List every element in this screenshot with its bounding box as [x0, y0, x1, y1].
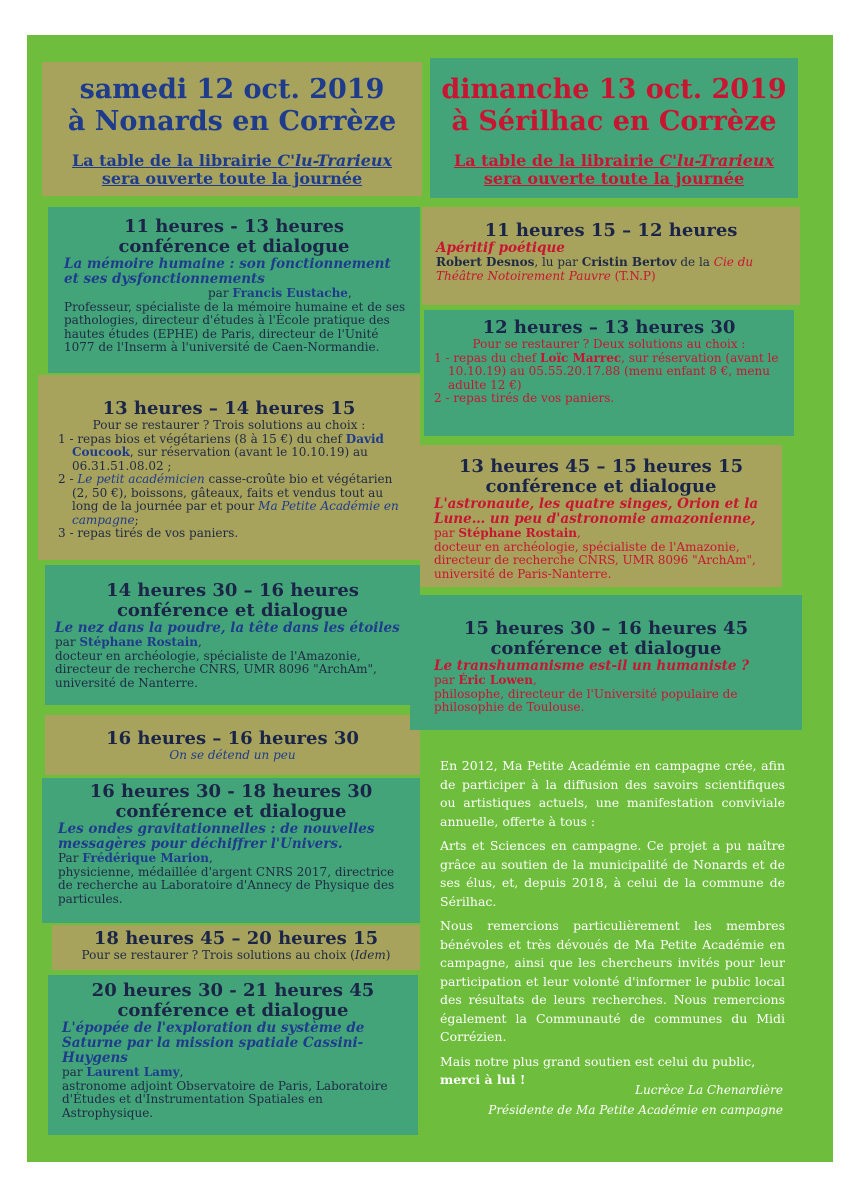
saturday-place: à Nonards en Corrèze — [67, 106, 397, 137]
aperitif-details: Robert Desnos, lu par Cristin Bertov de la Cie du Théâtre Notoirement Pauvre (T.N.P) — [436, 255, 754, 283]
signature-name: Lucrèce La Chenardière — [635, 1083, 783, 1097]
session-type: conférence et dialogue — [116, 600, 349, 621]
session-speaker: par Francis Eustache, — [208, 286, 352, 300]
intro-paragraph-3: Nous remercions particulièrement les membres bénévoles et très dévoués de Ma Petite Académie en campagne, ainsi que les chercheurs invités pour leur participation et leur volonté d'informer le public local des résultats de leurs recherches. Nous remercions également la Communauté de communes du Midi Corrézien. — [440, 918, 785, 1044]
intro-paragraph-1: En 2012, Ma Petite Académie en campagne crée, afin de participer à la diffusion des savoirs scientifiques ou artistiques actuels, une manifestation conviviale annuelle, offerte à tous : — [440, 758, 785, 829]
saturday-session-3 — [42, 778, 420, 923]
session-speaker: Par Frédérique Marion, — [58, 851, 213, 865]
session-time: 11 heures - 13 heures — [123, 216, 345, 237]
lunch-option-3: 3 - repas tirés de vos paniers. — [58, 526, 239, 540]
association-presentation — [440, 757, 785, 1096]
sunday-place: à Sérilhac en Corrèze — [451, 106, 777, 137]
saturday-header — [42, 62, 422, 196]
session-title: La mémoire humaine : son fonctionnement et ses dysfonctionnements — [64, 256, 391, 287]
session-type: conférence et dialogue — [115, 801, 347, 822]
lunch-time: 12 heures – 13 heures 30 — [482, 317, 736, 338]
signature-role: Présidente de Ma Petite Académie en campagne — [488, 1103, 783, 1117]
session-time: 15 heures 30 – 16 heures 45 — [463, 618, 749, 639]
lunch-intro: Pour se restaurer ? Trois solutions au choix : — [92, 418, 366, 432]
session-type: conférence et dialogue — [485, 476, 717, 497]
lunch-time: 13 heures – 14 heures 15 — [102, 398, 356, 419]
sunday-bookstore-open: sera ouverte toute la journée — [483, 169, 745, 188]
session-type: conférence et dialogue — [490, 638, 722, 659]
saturday-date: samedi 12 oct. 2019 — [79, 74, 385, 105]
aperitif-title: Apéritif poétique — [436, 240, 565, 256]
session-time: 20 heures 30 - 21 heures 45 — [91, 980, 375, 1001]
sunday-lunch — [424, 310, 794, 436]
lunch-intro: Pour se restaurer ? Deux solutions au choix : — [472, 337, 746, 351]
intro-paragraph-4: Mais notre plus grand soutien est celui du public, merci à lui ! — [440, 1053, 756, 1087]
session-title: Le transhumanisme est-il un humaniste ? — [434, 658, 750, 674]
dinner-time: 18 heures 45 – 20 heures 15 — [93, 928, 379, 949]
saturday-break — [45, 715, 420, 775]
saturday-bookstore-open: sera ouverte toute la journée — [101, 169, 363, 188]
break-time: 16 heures – 16 heures 30 — [106, 728, 359, 749]
lunch-option-2: 2 - repas tirés de vos paniers. — [434, 391, 615, 405]
break-note: On se détend un peu — [169, 748, 296, 762]
signature — [440, 1080, 783, 1120]
session-speaker: par Stéphane Rostain, — [55, 635, 202, 649]
session-time: 13 heures 45 – 15 heures 15 — [458, 456, 744, 477]
sunday-session-1 — [420, 445, 782, 587]
saturday-session-2 — [45, 565, 420, 705]
saturday-lunch — [38, 375, 420, 560]
session-speaker-bio: astronome adjoint Observatoire de Paris, Laboratoire d'Études et d'Instrumentation Spatiales en Astrophysique. — [62, 1078, 388, 1120]
lunch-option-1: 1 - repas bios et végétariens (8 à 15 €) du chef David Coucook, sur réservation (avant le 10.10.19) au 06.31.51.08.02 ; — [58, 431, 384, 473]
aperitif-time: 11 heures 15 – 12 heures — [484, 220, 738, 241]
session-title: L'astronaute, les quatre singes, Orion et la Lune… un peu d'astronomie amazonienne, — [434, 496, 759, 527]
saturday-bookstore-line: La table de la librairie C'lu-Trarieux — [71, 151, 393, 170]
saturday-session-4 — [48, 975, 418, 1135]
session-time: 16 heures 30 - 18 heures 30 — [89, 781, 373, 802]
dinner-note: Pour se restaurer ? Trois solutions au choix (Idem) — [81, 948, 391, 962]
session-speaker: par Éric Lowen, — [434, 673, 537, 687]
session-speaker-bio: philosophe, directeur de l'Université populaire de philosophie de Toulouse. — [434, 686, 738, 714]
session-speaker-bio: docteur en archéologie, spécialiste de l'Amazonie, directeur de recherche CNRS, UMR 8096 "ArchAm", université de Nanterre. — [55, 648, 377, 690]
lunch-option-1: 1 - repas du chef Loïc Marrec, sur réservation (avant le 10.10.19) au 05.55.20.17.88 (menu enfant 8 €, menu adulte 12 €) — [434, 350, 779, 392]
sunday-header — [430, 58, 798, 198]
session-time: 14 heures 30 – 16 heures — [106, 580, 359, 601]
session-type: conférence et dialogue — [118, 236, 350, 257]
session-type: conférence et dialogue — [117, 1000, 349, 1021]
sunday-date: dimanche 13 oct. 2019 — [441, 74, 787, 105]
intro-paragraph-2: Arts et Sciences en campagne. Ce projet a pu naître grâce au soutien de la municipalité de Nonards et de ses élus, et, depuis 2018, à celui de la commune de Sérilhac. — [440, 838, 785, 909]
session-speaker: par Laurent Lamy, — [62, 1065, 184, 1079]
session-speaker-bio: physicienne, médaillée d'argent CNRS 2017, directrice de recherche au Laboratoire d'Annecy de Physique des particules. — [58, 864, 395, 906]
lunch-option-2: 2 - Le petit académicien casse-croûte bio et végétarien (2, 50 €), boissons, gâteaux, faits et vendus tout au long de la journée par et pour Ma Petite Académie en campagne; — [58, 472, 399, 527]
session-speaker-bio: docteur en archéologie, spécialiste de l'Amazonie, directeur de recherche CNRS, UMR 8096 "ArchAm", université de Paris-Nanterre. — [434, 539, 756, 581]
session-title: Le nez dans la poudre, la tête dans les étoiles — [55, 620, 400, 636]
sunday-bookstore-line: La table de la librairie C'lu-Trarieux — [453, 151, 775, 170]
saturday-session-1 — [48, 207, 420, 373]
sunday-session-2 — [410, 595, 802, 730]
saturday-dinner — [52, 925, 420, 970]
session-speaker: par Stéphane Rostain, — [434, 526, 581, 540]
session-title: L'épopée de l'exploration du système de Saturne par la mission spatiale Cassini-Huygens — [62, 1020, 365, 1066]
session-speaker-bio: Professeur, spécialiste de la mémoire humaine et de ses pathologies, directeur d'études à l'École pratique des hautes études (EPHE) de Paris, directeur de l'Unité 1077 de l'Inserm à l'université de Caen-Normandie. — [64, 299, 406, 354]
sunday-aperitif — [422, 207, 800, 305]
session-title: Les ondes gravitationnelles : de nouvelles messagères pour déchiffrer l'Univers. — [58, 821, 375, 852]
